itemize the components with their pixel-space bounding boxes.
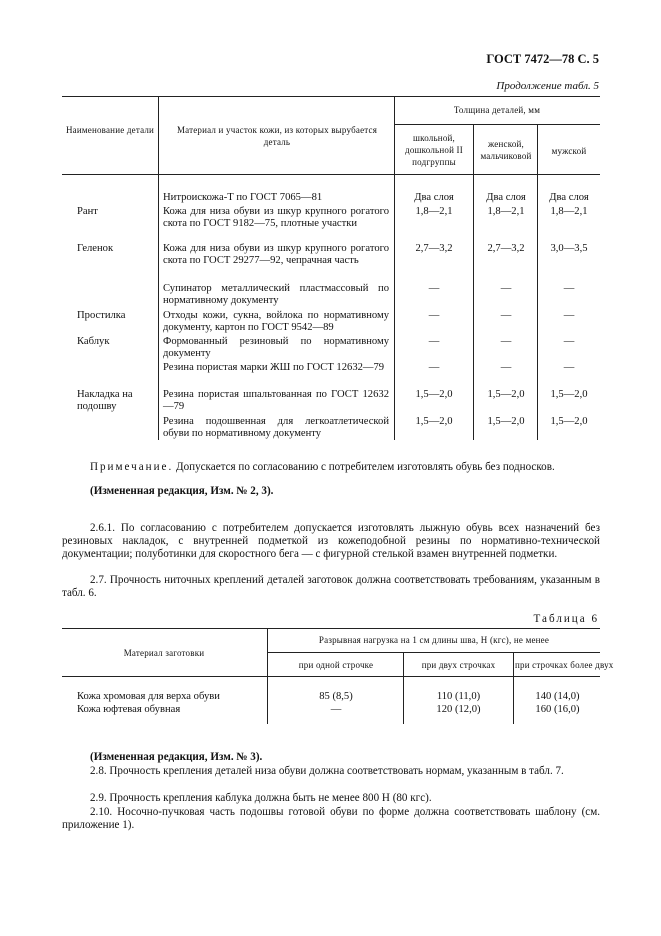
- paragraph-2-8: 2.8. Прочность крепления деталей низа обуви должна соответствовать нормам, указанным в табл. 7.: [90, 765, 564, 777]
- cell-name: Рант: [77, 206, 98, 217]
- cell-school: —: [428, 283, 440, 294]
- cell-men: 1,8—2,1: [550, 206, 588, 217]
- col-header-material: Материал и участок кожи, из которых вырубается деталь: [176, 125, 378, 148]
- cell-men: Два слоя: [549, 192, 589, 203]
- cell-school: 1,8—2,1: [415, 206, 453, 217]
- cell-material: Нитроискожа-Т по ГОСТ 7065—81: [163, 192, 323, 203]
- cell-name: Геленок: [77, 243, 114, 254]
- cell-women: 1,5—2,0: [487, 389, 525, 400]
- cell-one-seam: —: [330, 704, 342, 715]
- col-divider: [403, 652, 404, 724]
- header-sub-rule: [267, 652, 600, 653]
- cell-material: Кожа хромовая для верха обуви: [77, 691, 220, 702]
- header-sub-rule: [394, 124, 600, 125]
- cell-women: 1,5—2,0: [487, 416, 525, 427]
- cell-more-seams: 140 (14,0): [535, 691, 580, 702]
- cell-school: —: [428, 362, 440, 373]
- cell-women: 1,8—2,1: [487, 206, 525, 217]
- cell-school: 1,5—2,0: [415, 389, 453, 400]
- cell-men: —: [563, 336, 575, 347]
- cell-men: 3,0—3,5: [550, 243, 588, 254]
- cell-material: Кожа юфтевая обувная: [77, 704, 181, 715]
- paragraph-2-6-1: 2.6.1. По согласованию с потребителем допускается изготовлять лыжную обувь всех назначений без резиновых накладок, с внутренней подметкой из кожеподобной резины по нормативно-технической документации; полуботинки для скоростного бега — с фигурной стелькой взамен внутренней подметки.: [62, 522, 600, 561]
- cell-one-seam: 85 (8,5): [319, 691, 353, 702]
- cell-more-seams: 160 (16,0): [535, 704, 580, 715]
- header-bottom-rule: [62, 174, 600, 175]
- cell-women: —: [500, 310, 512, 321]
- col-divider: [394, 96, 395, 440]
- col-header-name: Наименование детали: [65, 125, 155, 135]
- edit-note-1: (Измененная редакция, Изм. № 2, 3).: [90, 485, 274, 497]
- cell-material: Кожа для низа обуви из шкур крупного рогатого скота по ГОСТ 9182—75, плотные участки: [163, 206, 389, 229]
- cell-school: 1,5—2,0: [415, 416, 453, 427]
- col-header-men: мужской: [551, 146, 587, 156]
- cell-material: Формованный резиновый по нормативному документу: [163, 336, 389, 359]
- col-divider: [158, 96, 159, 440]
- cell-women: 2,7—3,2: [487, 243, 525, 254]
- header-bottom-rule: [62, 676, 600, 677]
- note-label: Примечание.: [90, 461, 174, 473]
- paragraph-2-10: 2.10. Носочно-пучковая часть подошвы готовой обуви по форме должна соответствовать шаблону (см. приложение 1).: [62, 806, 600, 832]
- cell-name: Простилка: [77, 310, 126, 321]
- col-header-women: женской, мальчиковой: [480, 139, 532, 162]
- col-divider: [513, 652, 514, 724]
- cell-women: —: [500, 336, 512, 347]
- cell-material: Резина подошвенная для легкоатлетической обуви по нормативному документу: [163, 416, 389, 439]
- col-divider: [267, 628, 268, 724]
- cell-school: 2,7—3,2: [415, 243, 453, 254]
- col-header-material: Материал заготовки: [123, 648, 205, 658]
- cell-two-seams: 110 (11,0): [436, 691, 481, 702]
- cell-material: Отходы кожи, сукна, войлока по нормативному документу, картон по ГОСТ 9542—89: [163, 310, 389, 333]
- cell-women: —: [500, 283, 512, 294]
- cell-women: Два слоя: [486, 192, 526, 203]
- cell-name: Накладка на подошву: [77, 389, 133, 412]
- cell-men: —: [563, 283, 575, 294]
- table-top-rule: [62, 628, 600, 629]
- col-divider: [473, 124, 474, 440]
- col-header-two-seams: при двух строчках: [421, 660, 496, 670]
- col-header-school: школьной, дошкольной II подгруппы: [405, 133, 463, 168]
- table-top-rule: [62, 96, 600, 97]
- col-header-load: Разрывная нагрузка на 1 см длины шва, Н (кгс), не менее: [318, 635, 550, 645]
- paragraph-2-7: 2.7. Прочность ниточных креплений деталей заготовок должна соответствовать требованиям, указанным в табл. 6.: [62, 574, 600, 600]
- col-divider: [537, 124, 538, 440]
- col-header-one-seam: при одной строчке: [298, 660, 374, 670]
- table-6-caption: Таблица 6: [533, 613, 599, 625]
- cell-men: 1,5—2,0: [550, 389, 588, 400]
- cell-women: —: [500, 362, 512, 373]
- cell-material: Кожа для низа обуви из шкур крупного рогатого скота по ГОСТ 29277—92, чепрачная часть: [163, 243, 389, 266]
- cell-material: Резина пористая шпальтованная по ГОСТ 12632—79: [163, 389, 389, 412]
- col-header-thickness: Толщина деталей, мм: [453, 105, 541, 115]
- cell-material: Резина пористая марки ЖШ по ГОСТ 12632—79: [163, 362, 385, 373]
- note-text: Допускается по согласованию с потребителем изготовлять обувь без подносков.: [176, 461, 555, 473]
- table-note: [90, 461, 600, 474]
- cell-material: Супинатор металлический пластмассовый по нормативному документу: [163, 283, 389, 306]
- cell-two-seams: 120 (12,0): [436, 704, 481, 715]
- paragraph-2-9: 2.9. Прочность крепления каблука должна быть не менее 800 Н (80 кгс).: [90, 792, 432, 804]
- cell-school: —: [428, 310, 440, 321]
- cell-name: Каблук: [77, 336, 110, 347]
- col-header-more-seams: при строчках более двух: [515, 660, 614, 670]
- cell-school: —: [428, 336, 440, 347]
- cell-men: —: [563, 310, 575, 321]
- table-continuation-label: Продолжение табл. 5: [496, 80, 599, 92]
- page-header: ГОСТ 7472—78 С. 5: [486, 52, 599, 66]
- cell-men: —: [563, 362, 575, 373]
- edit-note-2: (Измененная редакция, Изм. № 3).: [90, 751, 263, 763]
- cell-school: Два слоя: [414, 192, 454, 203]
- cell-men: 1,5—2,0: [550, 416, 588, 427]
